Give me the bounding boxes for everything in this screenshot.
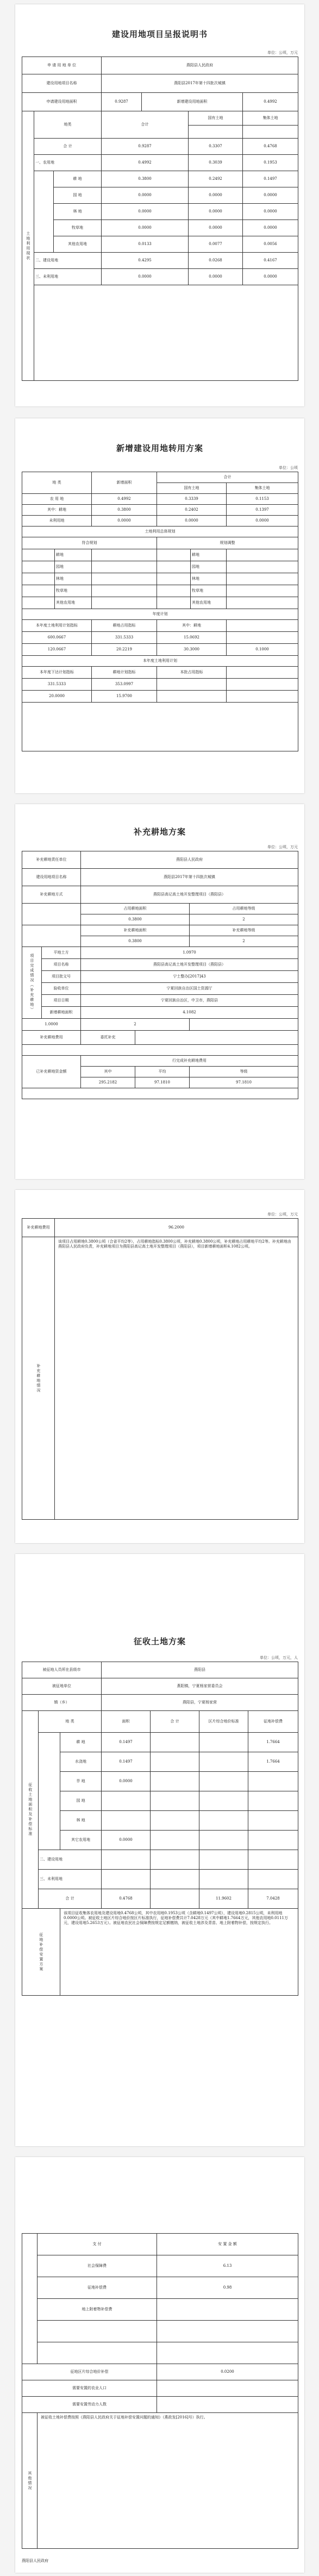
- annual-value: 120.0667: [22, 644, 92, 656]
- unused-value: 331.5333: [22, 679, 92, 691]
- row-std: [199, 1870, 248, 1889]
- plan-item: 耕地: [191, 549, 227, 561]
- row-std: [199, 1772, 248, 1791]
- supp-mode-label: 补充耕地方式: [22, 886, 81, 904]
- row-label: 园 地: [60, 1791, 102, 1811]
- row-label: 其它农用地: [60, 1831, 102, 1850]
- fee-value: [135, 1031, 298, 1045]
- row-label: 二、建设用地: [39, 1850, 102, 1870]
- row-collective: 0.0000: [243, 204, 298, 220]
- unit-label: 单位：公顷: [279, 466, 298, 470]
- page-title: 补充耕地方案: [133, 827, 186, 837]
- resp-unit-label: 补充耕地责任单位: [22, 851, 81, 869]
- unit-label: 单位：公顷，万元: [267, 51, 298, 55]
- row-fee: [248, 1791, 298, 1811]
- unused-header: 本年度下达计划指标: [22, 667, 92, 679]
- detail-value: 宁土整办[2017]43: [81, 971, 298, 983]
- unit-label: 单位：公顷，万元: [267, 1212, 298, 1217]
- detail-label: 新增耕地面积: [42, 1007, 81, 1019]
- unused-section-title: 本年度土地利用计划: [22, 656, 298, 667]
- settle-labor-label: 需要安置劳动力人数: [22, 2397, 157, 2413]
- area-header: 面积: [102, 1711, 151, 1733]
- row-total: 0.4992: [102, 155, 189, 171]
- collective-header: 集体土地: [227, 483, 298, 494]
- row1-label: 被征地人员所在县级市: [22, 1662, 102, 1678]
- row-label: 牧草地: [54, 220, 102, 236]
- row-fee: [248, 1870, 298, 1889]
- row-total: 0.9287: [102, 139, 189, 155]
- amount-header: 安 置 金 额: [157, 2234, 298, 2255]
- applicant-value: 燕阳县人民政府: [102, 57, 298, 74]
- row-label: 一、农用地: [34, 155, 102, 171]
- row-label: 其中：耕地: [22, 505, 92, 516]
- unused-header: 本批占用指标: [157, 667, 227, 679]
- row-label: 其他农用地: [54, 236, 102, 253]
- resettlement-table: [22, 2233, 298, 2549]
- row-std: [199, 1733, 248, 1752]
- row-total: 0.0000: [102, 204, 189, 220]
- row-label: 补充耕地费用: [22, 1219, 55, 1237]
- row-state: 0.0000: [189, 220, 243, 236]
- fee-header: 征地补偿费: [248, 1711, 298, 1733]
- row-collective: 0.4167: [243, 253, 298, 269]
- row-area: [102, 1791, 151, 1811]
- row-label: 耕 地: [54, 171, 102, 187]
- row-collective: 0.1397: [227, 505, 298, 516]
- annual-value: 331.5333: [92, 632, 157, 644]
- paid-header: 行完成补充耕地费用: [81, 1056, 298, 1067]
- row-value: [157, 2342, 298, 2364]
- row-fee: 7.0428: [248, 1889, 298, 1909]
- project-value: 燕阳县2017年第十四批次城镇: [102, 74, 298, 93]
- detail-label: 项目批文号: [42, 971, 81, 983]
- row-collective: 0.0056: [243, 236, 298, 253]
- total-header: 合 计: [151, 1711, 199, 1733]
- unused-value: 353.0997: [92, 679, 157, 691]
- row-area: 0.1497: [102, 1733, 151, 1752]
- resp-unit-value: 燕阳县人民政府: [81, 851, 298, 869]
- row-total: 0.0000: [92, 516, 157, 527]
- paid-value: 97.1810: [135, 1077, 190, 1088]
- row-label: 三、未利用地: [34, 269, 102, 285]
- plan-item: 林地: [55, 573, 92, 585]
- plan-item: 园地: [55, 561, 92, 573]
- row-label: 耕 地: [60, 1733, 102, 1752]
- expropriation-side-label: 征收土地面积及补偿标准: [22, 1711, 39, 1909]
- row-collective: 0.0000: [227, 516, 298, 527]
- row-label: 三、未利用地: [39, 1870, 102, 1889]
- occupy-area-header: 占用耕地面积: [81, 904, 190, 914]
- row-fee: [248, 1772, 298, 1791]
- land-header-value: 1.0000: [22, 1019, 81, 1031]
- unused-value: 20.0000: [22, 691, 92, 703]
- category-header: 地 类: [39, 1711, 102, 1733]
- page-resettlement: [15, 2157, 304, 2573]
- state-header: 国有土地: [189, 111, 243, 126]
- project-label: 建设用地项目名称: [22, 869, 81, 886]
- fee-sub: 委托补充: [81, 1031, 135, 1045]
- row-state: 0.2492: [189, 171, 243, 187]
- compensation-paragraph: 该项目征收集体农用地及建设用地0.4768公顷，其中农用地0.1953公顷（含耕地0.1497公顷），建设用地0.2815公顷，未利用地0.0000公顷。被征收土地区片综合地价按区片标准执行，征地补偿费共计7.0428万元（其中耕地1.7664万元，其他农用地0.0111万元，建设用地5.2653万元）。被征地农民社会保障费按规定足额缴纳，被征收土地涉及青苗、地上附着物补偿，按规定执行。: [60, 1909, 298, 1996]
- new-area-value: 0.4992: [243, 93, 298, 111]
- row-label: [37, 2342, 157, 2364]
- page-title: 建设用地项目呈报说明书: [111, 29, 208, 39]
- annual-value: 15.0692: [157, 632, 227, 644]
- settle-labor-value: [157, 2397, 298, 2413]
- paid-sub: 其中: [81, 1067, 135, 1077]
- row-state: 0.3039: [189, 155, 243, 171]
- row-label: 园 地: [54, 187, 102, 204]
- supp-mode-value: 燕阳县高记高土地开发整理项目（燕阳县）: [81, 886, 298, 904]
- row-total: 0.3800: [102, 171, 189, 187]
- detail-value: 宁夏回族自治区国土资源厅: [81, 983, 298, 995]
- row-label: [37, 2321, 157, 2342]
- other-paragraph: 被征收土地补偿费按照《燕阳县人民政府关于征地补偿安置问题的通知》（燕政发[2016]号）执行。: [37, 2413, 298, 2549]
- row-state: 0.0000: [189, 204, 243, 220]
- supp-area-value: 0.3800: [81, 936, 190, 947]
- row-label: 林 地: [60, 1811, 102, 1831]
- row-total: 0.4992: [92, 494, 157, 505]
- row-total: 0.0000: [102, 269, 189, 285]
- row-label: 二、建设用地: [34, 253, 102, 269]
- annual-value: 600.0667: [22, 632, 92, 644]
- row-fee: [248, 1850, 298, 1870]
- state-header: 国有土地: [157, 483, 227, 494]
- unused-value: 15.9700: [92, 691, 157, 703]
- landuse-side-label: 土地利用现状: [22, 111, 34, 381]
- row-collective: 0.1153: [227, 494, 298, 505]
- paid-side-label: 已补充耕地资金额: [22, 1056, 81, 1088]
- settle-farmers-label: 需要安置的农业人口: [22, 2380, 157, 2397]
- supp-area-header: 补充耕地面积: [81, 925, 190, 936]
- conversion-table: [22, 472, 298, 751]
- row-std: [199, 1791, 248, 1811]
- plan-item: 其他农用地: [55, 597, 92, 609]
- row-area: 0.0000: [102, 1831, 151, 1850]
- row-value: [157, 2321, 298, 2342]
- detail-value: 1.0970: [81, 947, 298, 959]
- paid-sub: 平均: [135, 1067, 190, 1077]
- other-side-label: 其他情况: [22, 2413, 37, 2549]
- total-header: 合计: [157, 472, 298, 483]
- land-value: 2: [81, 1019, 190, 1031]
- row-collective: 0.4768: [243, 139, 298, 155]
- annual-header: 耕地占用指标: [92, 620, 157, 632]
- row-area: 0.1497: [102, 1752, 151, 1772]
- row-total: 0.0000: [102, 187, 189, 204]
- row-collective: 0.0000: [243, 187, 298, 204]
- row-state: 0.3339: [157, 494, 227, 505]
- page-supplement-summary: [15, 1190, 304, 1543]
- plan-item: 园地: [191, 561, 227, 573]
- situation-paragraph: 该项目占用耕地0.3800公顷（合省平均2等），占用耕地指标0.3800公顷，补充耕地0.3800公顷，补充耕地占用耕地平均2等。补充耕地由燕阳县人民政府负责，补充耕地项目为燕阳县高记高土地开发整理项目（燕阳县），项目新增耕地面积4.1082公顷。: [55, 1237, 298, 1520]
- footer-signature: 燕阳县人民政府: [22, 2559, 48, 2563]
- plan-item: 林地: [191, 573, 227, 585]
- row-std: [199, 1752, 248, 1772]
- total-value: 0.0200: [157, 2364, 298, 2380]
- row-total: 0.0133: [102, 236, 189, 253]
- page-expropriation-plan: [15, 1554, 304, 2146]
- row-fee: [248, 1811, 298, 1831]
- unit-label: 单位：公顷，万元: [267, 845, 298, 849]
- supplement-summary-table: [22, 1218, 298, 1520]
- total-label: 征地区片综合地价补偿: [22, 2364, 157, 2380]
- page-project-report: [15, 4, 304, 406]
- row-label: 合 计: [39, 1889, 102, 1909]
- new-area-header: 新增面积: [92, 472, 157, 494]
- row-area: 0.0000: [102, 1772, 151, 1791]
- row-std: [199, 1831, 248, 1850]
- row-label: 社会保障费: [37, 2255, 157, 2277]
- row3-label: 镇（乡）: [22, 1695, 102, 1711]
- occupy-grade-value: 2: [190, 914, 298, 925]
- unit-label: 单位：公顷，万元，人: [260, 1656, 298, 1660]
- page-conversion-plan: [15, 418, 304, 793]
- page-supplement-plan: [15, 804, 304, 1179]
- fee-label: 补充耕地费用: [22, 1031, 81, 1045]
- row-label: 水浇地: [60, 1752, 102, 1772]
- row-total: 0.4295: [102, 253, 189, 269]
- row-label: 林 地: [54, 204, 102, 220]
- annual-value: 30.3000: [157, 644, 227, 656]
- page-title: 征收土地方案: [133, 1637, 186, 1646]
- detail-value: 燕阳县高记高土地开发整理项目（燕阳县）: [81, 959, 298, 971]
- row-label: 合 计: [34, 139, 102, 155]
- row-area: 0.4768: [102, 1889, 151, 1909]
- settle-farmers-value: [157, 2380, 298, 2397]
- row-value: 6.13: [157, 2255, 298, 2277]
- project-value: 燕阳县2017年第十四批次城镇: [81, 869, 298, 886]
- occupy-area-value: 0.3800: [81, 914, 190, 925]
- category-header: 地 类: [22, 472, 92, 494]
- unused-header: 耕地计划指标: [92, 667, 157, 679]
- row1-value: 燕阳县: [102, 1662, 298, 1678]
- plan-item: 其他农用地: [191, 597, 227, 609]
- total-area-label: 申请建设用地面积: [22, 93, 102, 111]
- row-total: 0.0000: [102, 220, 189, 236]
- plan-left-header: 符合规划: [22, 537, 157, 549]
- row3-value: 燕阳县，宁夏杨家营: [102, 1695, 298, 1711]
- row-label: 旱 地: [60, 1772, 102, 1791]
- row-state: 0.2402: [157, 505, 227, 516]
- row-label: 地上附着物补偿费: [37, 2299, 157, 2321]
- paid-sub: 等级: [190, 1067, 298, 1077]
- row-area: [102, 1811, 151, 1831]
- category-header: 地类: [34, 111, 102, 139]
- row-area: [102, 1850, 151, 1870]
- row-std: [199, 1850, 248, 1870]
- row-collective: 0.0000: [243, 269, 298, 285]
- row-state: 0.0268: [189, 253, 243, 269]
- row-state: 0.0000: [189, 269, 243, 285]
- row2-value: 燕阳镇，宁夏杨家营委员会: [102, 1678, 298, 1695]
- total-header: 合计: [102, 111, 189, 139]
- paid-value: 295.2182: [81, 1077, 135, 1088]
- row-state: 0.0077: [189, 236, 243, 253]
- compensation-side-label: 征地补偿安置方案: [22, 1909, 60, 1996]
- annual-value: 0.1000: [227, 644, 298, 656]
- plan-item: 牧草地: [55, 585, 92, 597]
- project-report-table: [22, 57, 298, 381]
- applicant-label: 申 请 用 地 单 位: [22, 57, 102, 74]
- collective-header: 集体土地: [243, 111, 298, 126]
- plan-item: 牧草地: [191, 585, 227, 597]
- row-value: 96.2000: [55, 1219, 298, 1237]
- occupy-grade-header: 占用耕地等级: [190, 904, 298, 914]
- row-collective: 0.1497: [243, 171, 298, 187]
- situation-side-label: 补充耕地情况: [22, 1237, 55, 1520]
- expropriation-table: [22, 1662, 298, 1996]
- detail-side-label: 项目完成情况（补充耕地）: [22, 947, 42, 1019]
- project-label: 建设用地项目名称: [22, 74, 102, 93]
- annual-value: 20.2219: [92, 644, 157, 656]
- supp-grade-header: 补充耕地等级: [190, 925, 298, 936]
- annual-section-title: 年度计划: [22, 609, 298, 620]
- plan-right-header: 规划调整: [157, 537, 298, 549]
- plan-item: 耕地: [55, 549, 92, 561]
- detail-label: 项目名称: [42, 959, 81, 971]
- row-value: [157, 2299, 298, 2321]
- row-std: 11.9602: [199, 1889, 248, 1909]
- annual-header: 其中：耕地: [157, 620, 227, 632]
- row-fee: 1.7664: [248, 1752, 298, 1772]
- row-label: 农 用 地: [22, 494, 92, 505]
- std-header: 区片综合地价标准: [199, 1711, 248, 1733]
- pay-header: 支 付: [37, 2234, 157, 2255]
- paid-value: 97.1810: [190, 1077, 298, 1088]
- row-state: 0.0000: [157, 516, 227, 527]
- plan-section-title: 土地利用总体规划: [22, 527, 298, 537]
- row2-label: 被征地单位: [22, 1678, 102, 1695]
- row-collective: 0.1953: [243, 155, 298, 171]
- row-collective: 0.0000: [243, 220, 298, 236]
- detail-label: 平地土方: [42, 947, 81, 959]
- detail-label: 验收单位: [42, 983, 81, 995]
- new-area-label: 新增建设用地面积: [142, 93, 243, 111]
- detail-value: 宁夏回族自治区，中卫市，燕阳县: [81, 995, 298, 1007]
- row-fee: 1.7664: [248, 1733, 298, 1752]
- annual-header: 本年度土地利用计划指标: [22, 620, 92, 632]
- row-label: 未利用地: [22, 516, 92, 527]
- detail-label: 项目日期: [42, 995, 81, 1007]
- row-area: [102, 1870, 151, 1889]
- supplement-table: [22, 851, 298, 1099]
- row-total: 0.3800: [92, 505, 157, 516]
- row-label: 征地补偿费: [37, 2277, 157, 2299]
- row-value: 0.98: [157, 2277, 298, 2299]
- row-std: [199, 1811, 248, 1831]
- row-state: 0.3307: [189, 139, 243, 155]
- page-title: 新增建设用地转用方案: [116, 443, 203, 453]
- total-area-value: 0.9287: [102, 93, 142, 111]
- row-fee: [248, 1831, 298, 1850]
- supp-grade-value: 2: [190, 936, 298, 947]
- detail-value: 4.1082: [81, 1007, 298, 1019]
- row-state: 0.0000: [189, 187, 243, 204]
